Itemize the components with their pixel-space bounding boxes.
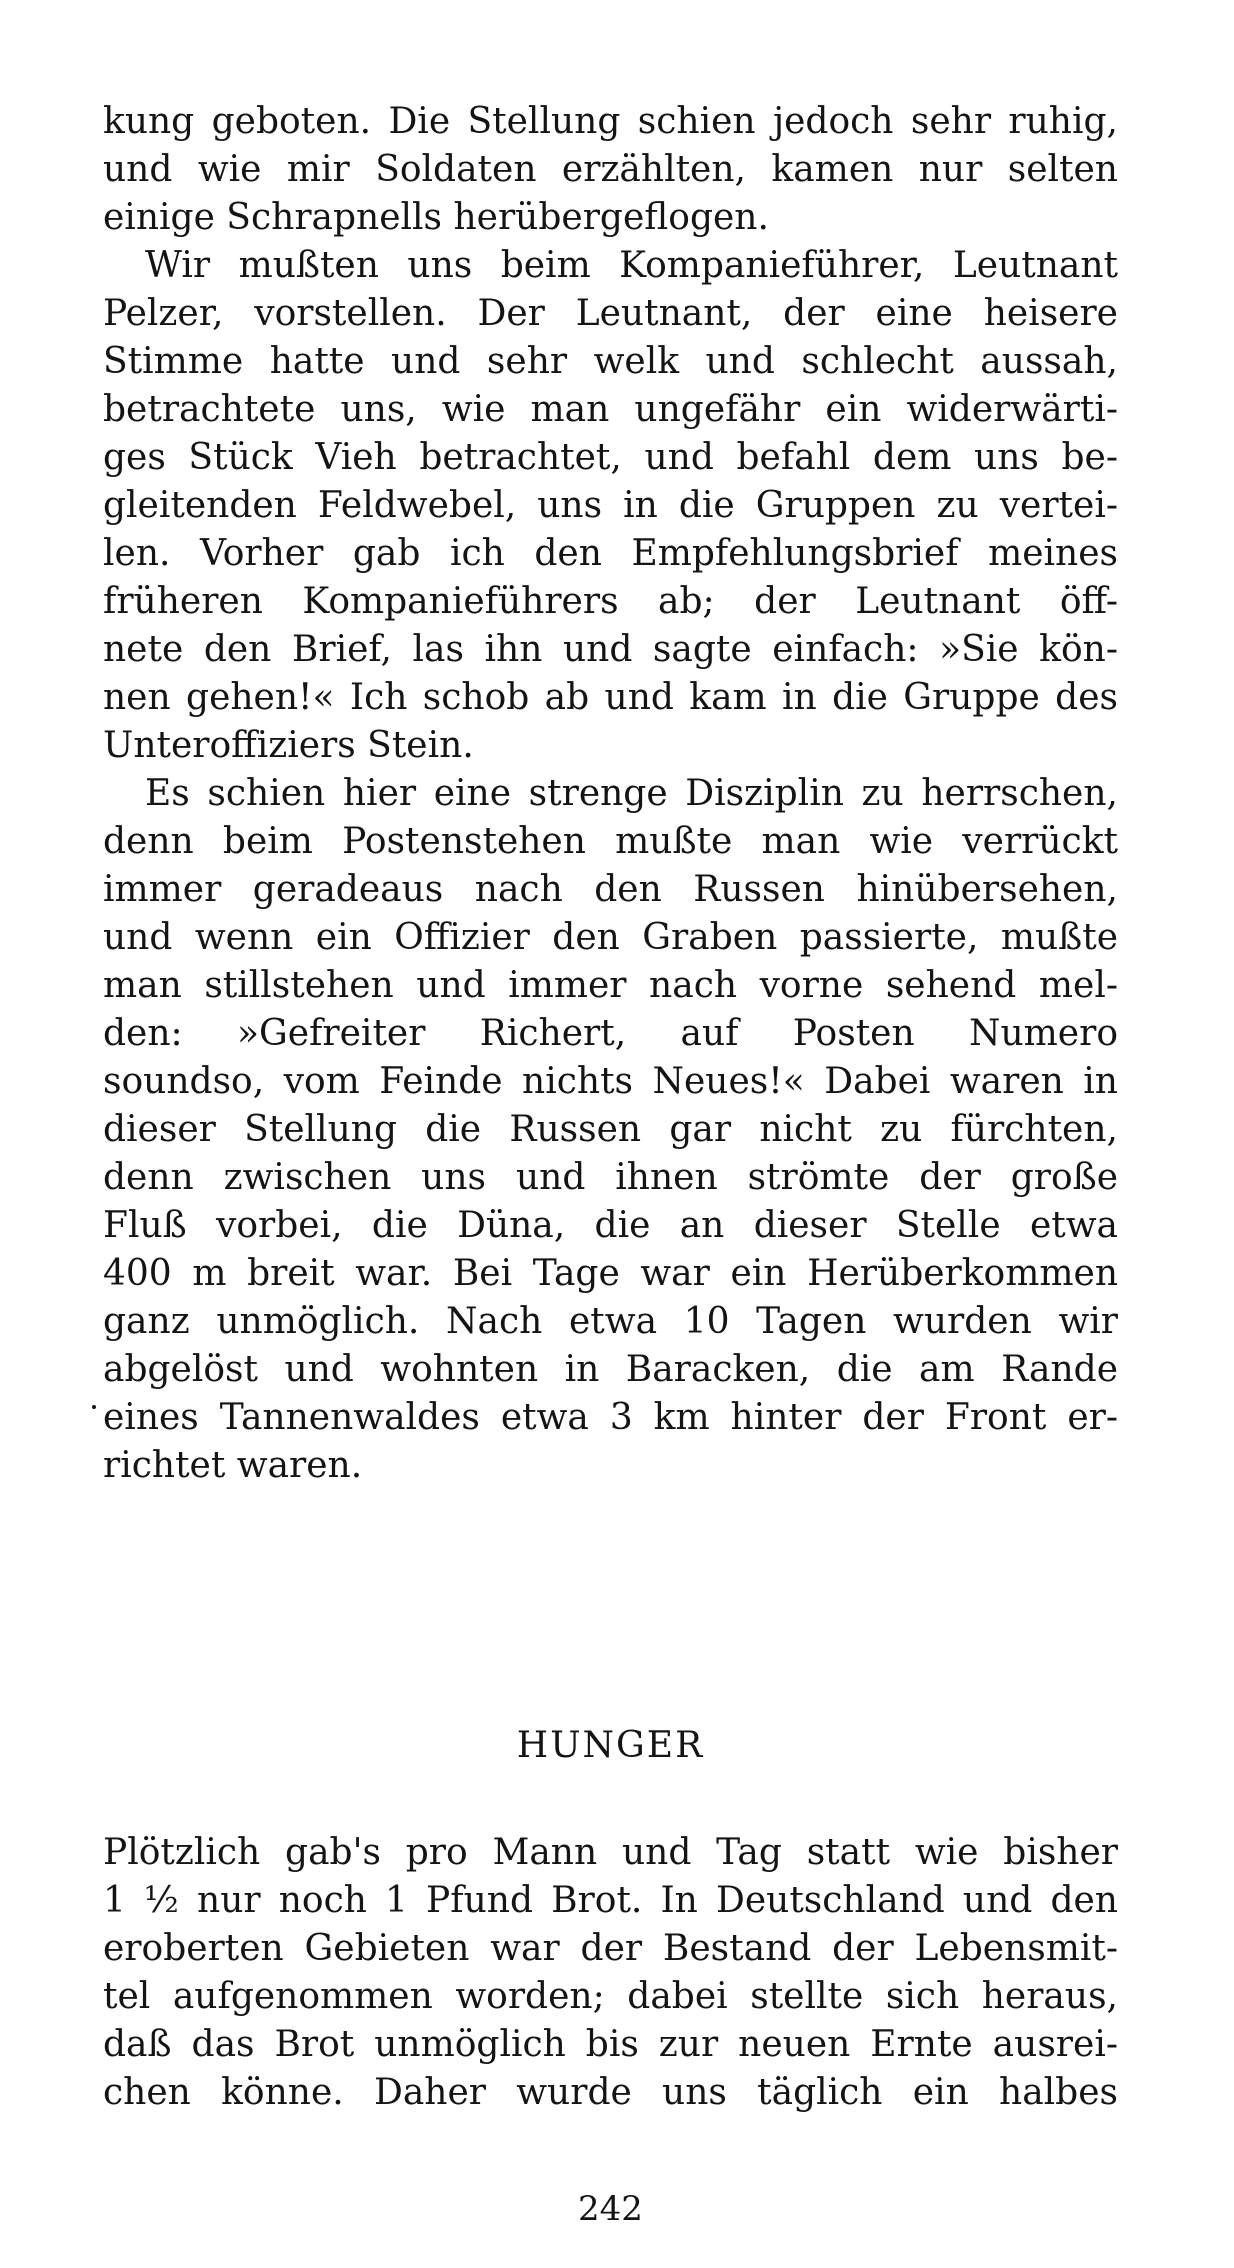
text-line: daß das Brot unmöglich bis zur neuen Ernte ausrei- <box>103 2024 1118 2065</box>
body-text-after-heading <box>103 1829 1118 2117</box>
text-line: ganz unmöglich. Nach etwa 10 Tagen wurden wir <box>103 1301 1118 1342</box>
text-line: eroberten Gebieten war der Bestand der Lebensmit- <box>103 1928 1118 1969</box>
text-line: man stillstehen und immer nach vorne sehend mel- <box>103 965 1118 1006</box>
text-line: und wie mir Soldaten erzählten, kamen nur selten <box>103 149 1118 190</box>
page-number: 242 <box>578 2189 643 2229</box>
text-line: Plötzlich gab's pro Mann und Tag statt wie bisher <box>103 1832 1118 1873</box>
text-line: soundso, vom Feinde nichts Neues!« Dabei waren in <box>103 1061 1118 1102</box>
text-line: kung geboten. Die Stellung schien jedoch sehr ruhig, <box>103 101 1118 142</box>
text-line: chen könne. Daher wurde uns täglich ein halbes <box>103 2072 1118 2113</box>
text-line: immer geradeaus nach den Russen hinübersehen, <box>103 869 1118 910</box>
text-line: richtet waren. <box>103 1445 363 1486</box>
text-line: nen gehen!« Ich schob ab und kam in die Gruppe des <box>103 677 1118 718</box>
body-text-before-heading <box>103 98 1118 1490</box>
text-line: nete den Brief, las ihn und sagte einfach: »Sie kön- <box>103 629 1118 670</box>
text-line: abgelöst und wohnten in Baracken, die am Rande <box>103 1349 1118 1390</box>
text-line: und wenn ein Offizier den Graben passierte, mußte <box>103 917 1118 958</box>
margin-dot <box>92 1405 96 1409</box>
text-line: Wir mußten uns beim Kompanieführer, Leutnant <box>145 245 1118 286</box>
text-line: Stimme hatte und sehr welk und schlecht aussah, <box>103 341 1118 382</box>
text-line: tel aufgenommen worden; dabei stellte sich heraus, <box>103 1976 1118 2017</box>
text-line: 400 m breit war. Bei Tage war ein Herüberkommen <box>103 1253 1118 1294</box>
text-line: Pelzer, vorstellen. Der Leutnant, der eine heisere <box>103 293 1118 334</box>
text-line: denn beim Postenstehen mußte man wie verrückt <box>103 821 1118 862</box>
text-line: einige Schrapnells herübergeflogen. <box>103 197 769 238</box>
text-line: eines Tannenwaldes etwa 3 km hinter der Front er- <box>103 1397 1118 1438</box>
text-line: betrachtete uns, wie man ungefähr ein widerwärti- <box>103 389 1118 430</box>
text-line: dieser Stellung die Russen gar nicht zu fürchten, <box>103 1109 1118 1150</box>
text-line: früheren Kompanieführers ab; der Leutnant öff- <box>103 581 1118 622</box>
text-line: Es schien hier eine strenge Disziplin zu herrschen, <box>145 773 1118 814</box>
text-line: denn zwischen uns und ihnen strömte der große <box>103 1157 1118 1198</box>
text-line: Fluß vorbei, die Düna, die an dieser Stelle etwa <box>103 1205 1118 1246</box>
text-line: gleitenden Feldwebel, uns in die Gruppen zu vertei- <box>103 485 1118 526</box>
text-line: den: »Gefreiter Richert, auf Posten Numero <box>103 1013 1118 1054</box>
section-heading: HUNGER <box>516 1725 705 1766</box>
text-line: ges Stück Vieh betrachtet, und befahl dem uns be- <box>103 437 1118 478</box>
text-line: 1 ½ nur noch 1 Pfund Brot. In Deutschland und den <box>103 1880 1118 1921</box>
text-line: len. Vorher gab ich den Empfehlungsbrief meines <box>103 533 1118 574</box>
text-line: Unteroffiziers Stein. <box>103 725 474 766</box>
